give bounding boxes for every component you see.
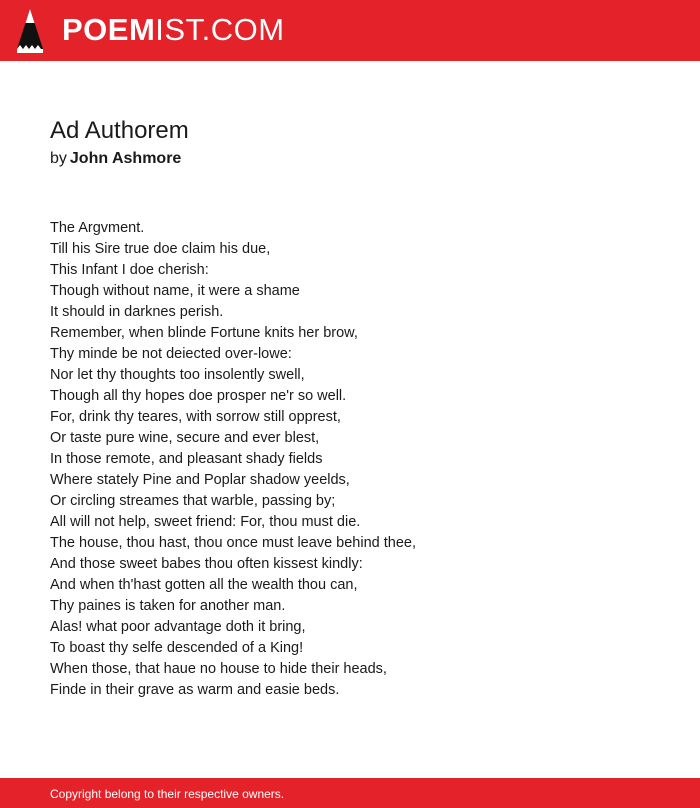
poem-line: When those, that haue no house to hide their heads, [50, 661, 387, 677]
poem-line: In those remote, and pleasant shady fields [50, 451, 323, 467]
pencil-tip-icon[interactable] [17, 9, 43, 53]
poem-line: Thy minde be not deiected over-lowe: [50, 346, 292, 362]
poem-line: This Infant I doe cherish: [50, 262, 209, 278]
poem-line: Remember, when blinde Fortune knits her brow, [50, 325, 358, 341]
logo-text-bold: POEM [62, 12, 156, 47]
poem-line: All will not help, sweet friend: For, thou must die. [50, 514, 361, 530]
poem-line: The house, thou hast, thou once must leave behind thee, [50, 535, 416, 551]
poem-byline [50, 149, 181, 169]
poem-line: Where stately Pine and Poplar shadow yeelds, [50, 472, 350, 488]
poem-line: Or taste pure wine, secure and ever blest, [50, 430, 320, 446]
poem-line: Alas! what poor advantage doth it bring, [50, 619, 306, 635]
poem-title: Ad Authorem [50, 117, 189, 144]
poem-line: Nor let thy thoughts too insolently swell, [50, 367, 305, 383]
poem-body [50, 218, 670, 701]
poem-line: And when th'hast gotten all the wealth thou can, [50, 577, 358, 593]
poem-line: It should in darknes perish. [50, 304, 224, 320]
copyright-text: Copyright belong to their respective owners. [50, 787, 285, 801]
poem-line: The Argvment. [50, 220, 145, 236]
poem-line: Though without name, it were a shame [50, 283, 300, 299]
poem-line: To boast thy selfe descended of a King! [50, 640, 304, 656]
poem-line: For, drink thy teares, with sorrow still opprest, [50, 409, 341, 425]
poem-line: And those sweet babes thou often kissest kindly: [50, 556, 363, 572]
poem-line: Till his Sire true doe claim his due, [50, 241, 271, 257]
poem-line: Though all thy hopes doe prosper ne'r so well. [50, 388, 347, 404]
byline-prefix: by [50, 150, 67, 167]
author-name: John Ashmore [69, 150, 182, 167]
poem-line: Thy paines is taken for another man. [50, 598, 286, 614]
poem-line: Or circling streames that warble, passing by; [50, 493, 336, 509]
site-header [0, 0, 700, 61]
site-footer [0, 778, 700, 808]
poem-line: Finde in their grave as warm and easie beds. [50, 682, 340, 698]
site-logo-text[interactable] [62, 12, 285, 48]
logo-text-light: IST.COM [155, 12, 285, 47]
